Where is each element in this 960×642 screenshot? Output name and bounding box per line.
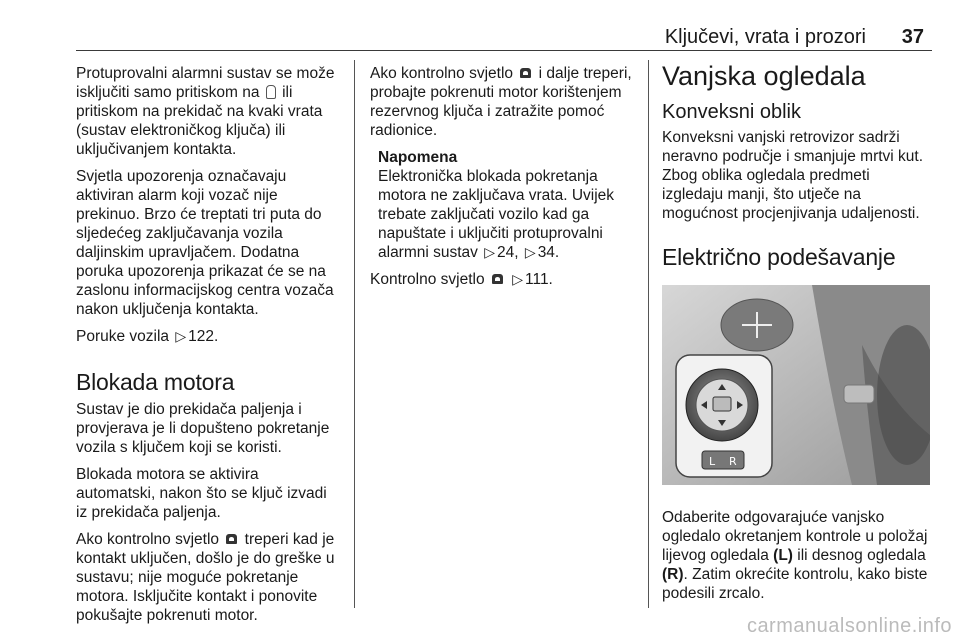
immobiliser-car-icon — [492, 274, 503, 284]
paragraph: Sustav je dio prekidača paljenja i provjerava je li dopušteno pokretanje vozila s ključem koji se koristi. — [76, 401, 330, 456]
page-reference[interactable]: 122. — [188, 328, 219, 345]
paragraph: Odaberite odgovarajuće vanjsko ogledalo okretanjem kontrole u položaj lijevog ogledala (L) ili desnog ogledala (R). Zatim okrećite kontrolu, kako biste podesili zrcalo. — [662, 509, 928, 602]
page-reference[interactable]: 24, — [497, 244, 519, 261]
heading-convex: Konveksni oblik — [662, 101, 801, 123]
page-header — [76, 0, 932, 51]
paragraph: Poruke vozila ▷ 122. — [76, 328, 219, 345]
note-text: Elektronička blokada pokretanja motora ne zaključava vrata. Uvijek trebate zaključati vozilo kad ga napuštate i uključiti protuprovalni alarmni sustav ▷ 24, ▷ 34. — [378, 168, 615, 261]
key-lock-icon — [266, 85, 276, 99]
heading-immobiliser: Blokada motora — [76, 369, 235, 395]
watermark: carmanualsonline.info — [746, 615, 952, 637]
paragraph: Kontrolno svjetlo ▷ 111. — [370, 271, 553, 288]
page-reference-arrow-icon: ▷ — [484, 244, 496, 260]
column-1 — [76, 64, 342, 633]
photo-label-r: R — [729, 455, 737, 468]
page-reference[interactable]: 34. — [537, 244, 560, 261]
page-reference-arrow-icon: ▷ — [175, 328, 187, 344]
paragraph: Ako kontrolno svjetlo i dalje treperi, probajte pokrenuti motor korištenjem rezervnog ključa i zatražite pomoć radionice. — [370, 65, 632, 139]
column-3 — [662, 60, 930, 611]
page-reference-arrow-icon: ▷ — [512, 271, 523, 287]
paragraph: Blokada motora se aktivira automatski, nakon što se ključ izvadi iz prekidača paljenja. — [76, 466, 327, 521]
heading-electric-adjustment: Električno podešavanje — [662, 244, 896, 270]
paragraph: Konveksni vanjski retrovizor sadrži neravno područje i smanjuje mrtvi kut. Zbog oblika ogledala predmeti izgledaju manji, što utječe na mogućnost procjenjivanja udaljenosti. — [662, 129, 924, 222]
mirror-control-photo — [662, 285, 930, 485]
page-reference-arrow-icon: ▷ — [524, 244, 536, 260]
photo-label-l: L — [709, 455, 716, 468]
page-number: 37 — [901, 26, 924, 48]
immobiliser-car-icon — [226, 534, 237, 544]
page-reference[interactable]: 111. — [525, 271, 553, 288]
section-title: Ključevi, vrata i prozori — [664, 26, 866, 48]
immobiliser-car-icon — [520, 68, 531, 78]
note-box — [370, 148, 638, 262]
paragraph: Protuprovalni alarmni sustav se može isključiti samo pritiskom na ili pritiskom na prekidač na kvaki vrata (sustav elektroničkog ključa) ili uključivanjem kontakta. — [76, 65, 335, 158]
paragraph: Svjetla upozorenja označavaju aktiviran alarm koji vozač nije prekinuo. Brzo će treptati tri puta do sljedećeg zaključavanja vozila daljinskim upravljačem. Dodatna poruka upozorenja prikazat će se na zaslonu informacijskog centra vozača nakon uključenja kontakta. — [76, 168, 334, 318]
column-2 — [370, 64, 638, 297]
heading-exterior-mirrors: Vanjska ogledala — [662, 61, 866, 91]
column-divider — [648, 60, 649, 608]
paragraph: Ako kontrolno svjetlo treperi kad je kontakt uključen, došlo je do greške u sustavu; nije moguće pokretanje motora. Isključite kontakt i ponovite pokušajte pokrenuti motor. — [76, 531, 335, 624]
column-divider — [354, 60, 355, 608]
note-label: Napomena — [378, 149, 458, 166]
